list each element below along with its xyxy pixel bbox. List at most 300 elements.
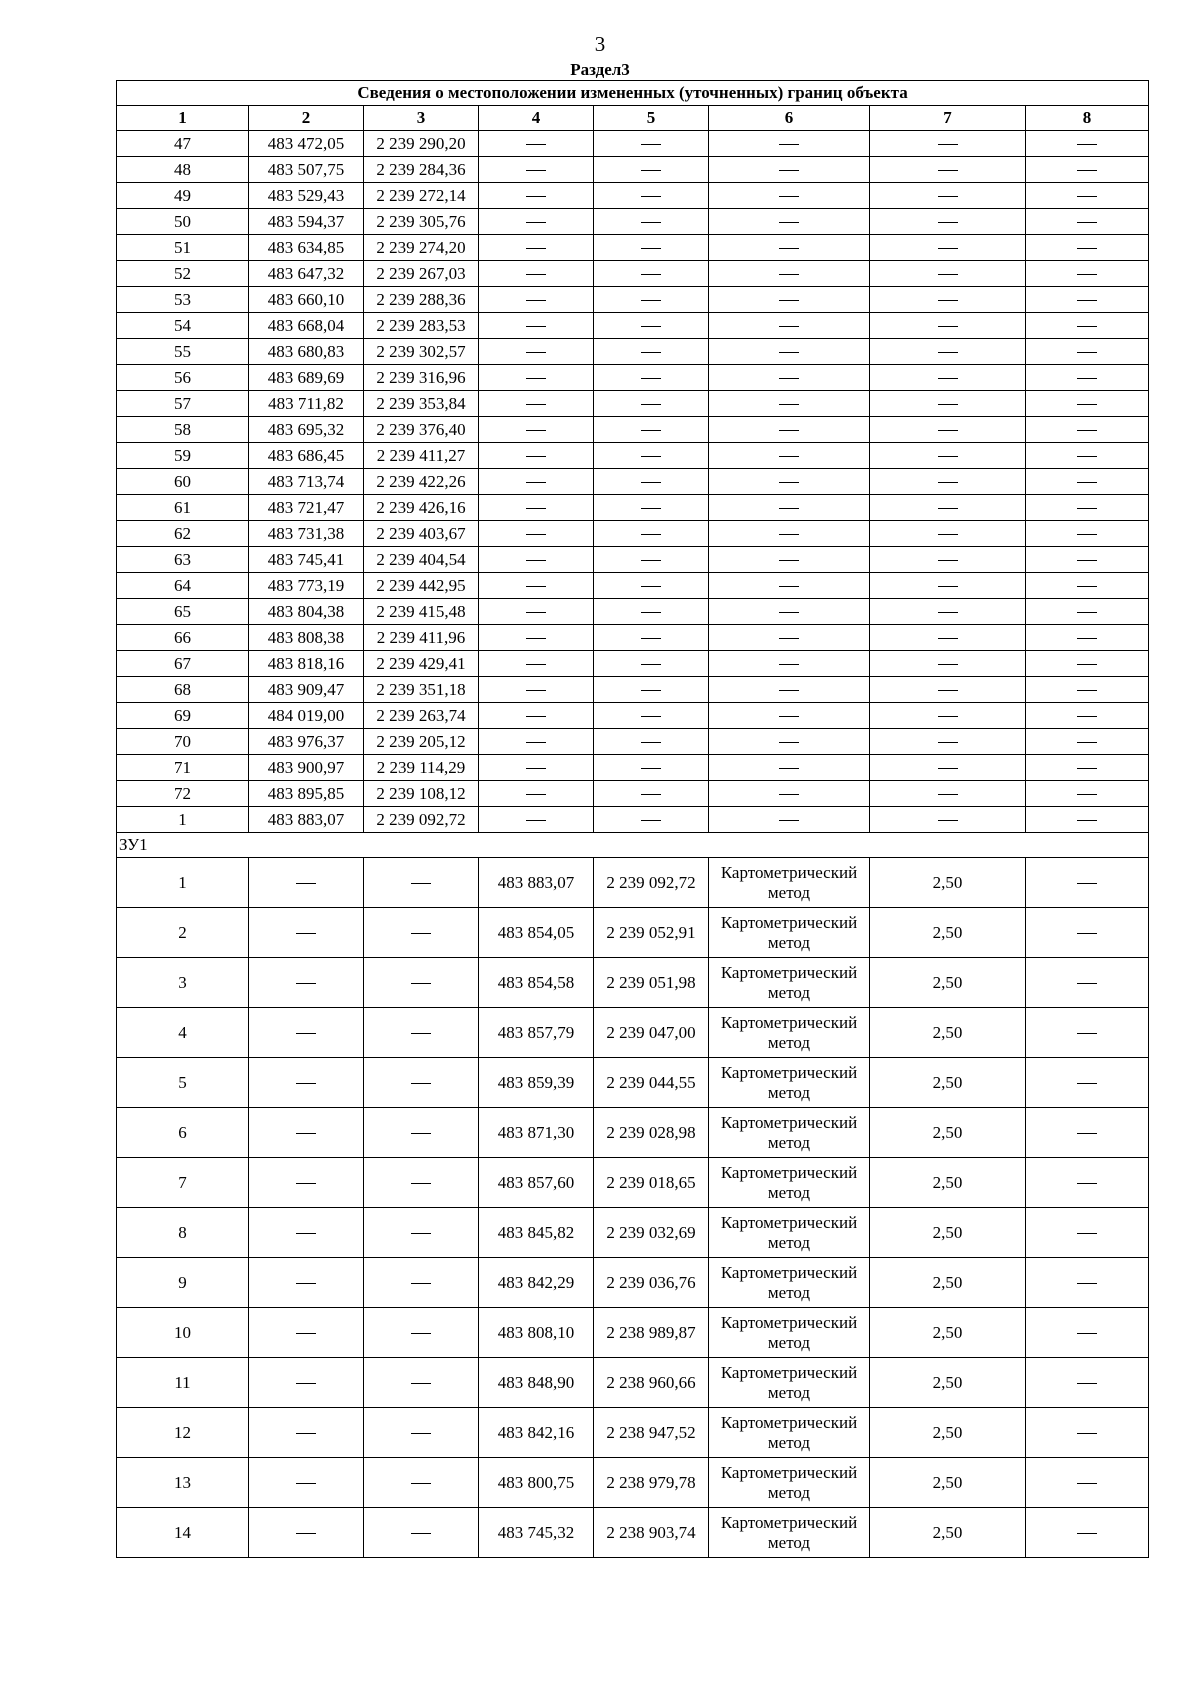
dash-mark — [938, 352, 958, 353]
empty-cell — [594, 729, 709, 755]
dash-mark — [526, 508, 546, 509]
dash-mark — [641, 560, 661, 561]
table-row — [117, 958, 1149, 1008]
empty-cell — [249, 908, 364, 958]
empty-cell — [709, 729, 870, 755]
point-number-cell: 66 — [117, 625, 249, 651]
empty-cell — [870, 157, 1026, 183]
column-number: 4 — [479, 106, 594, 131]
coordinate-y-cell: 2 239 036,76 — [594, 1258, 709, 1308]
table-row — [117, 1058, 1149, 1108]
coordinate-y-cell: 2 239 018,65 — [594, 1158, 709, 1208]
empty-cell — [594, 573, 709, 599]
column-number: 5 — [594, 106, 709, 131]
dash-mark — [1077, 1133, 1097, 1134]
coordinate-y-cell: 2 239 044,55 — [594, 1058, 709, 1108]
coordinate-y-cell: 2 238 979,78 — [594, 1458, 709, 1508]
table-row — [117, 1208, 1149, 1258]
empty-cell — [594, 677, 709, 703]
dash-mark — [641, 456, 661, 457]
point-number-cell: 1 — [117, 807, 249, 833]
coordinate-y-cell: 2 239 052,91 — [594, 908, 709, 958]
empty-cell — [1026, 1508, 1149, 1558]
table-row — [117, 1508, 1149, 1558]
coordinate-y-cell: 2 239 114,29 — [364, 755, 479, 781]
dash-mark — [779, 768, 799, 769]
dash-mark — [779, 820, 799, 821]
dash-mark — [779, 352, 799, 353]
dash-mark — [779, 534, 799, 535]
dash-mark — [1077, 196, 1097, 197]
empty-cell — [1026, 1408, 1149, 1458]
dash-mark — [526, 794, 546, 795]
dash-mark — [641, 222, 661, 223]
coordinate-y-cell: 2 239 284,36 — [364, 157, 479, 183]
table-row — [117, 1158, 1149, 1208]
empty-cell — [594, 157, 709, 183]
coordinate-y-cell: 2 239 422,26 — [364, 469, 479, 495]
accuracy-cell: 2,50 — [870, 1308, 1026, 1358]
coordinate-x-cell: 483 721,47 — [249, 495, 364, 521]
column-number: 3 — [364, 106, 479, 131]
empty-cell — [364, 1408, 479, 1458]
empty-cell — [1026, 391, 1149, 417]
dash-mark — [1077, 638, 1097, 639]
method-cell: Картометрический метод — [709, 1358, 870, 1408]
empty-cell — [479, 573, 594, 599]
dash-mark — [296, 1133, 316, 1134]
dash-mark — [938, 404, 958, 405]
empty-cell — [1026, 1308, 1149, 1358]
empty-cell — [364, 1158, 479, 1208]
coordinate-y-cell: 2 239 267,03 — [364, 261, 479, 287]
dash-mark — [296, 1083, 316, 1084]
empty-cell — [709, 417, 870, 443]
empty-cell — [870, 469, 1026, 495]
accuracy-cell: 2,50 — [870, 1258, 1026, 1308]
coordinate-x-cell: 483 745,41 — [249, 547, 364, 573]
dash-mark — [938, 456, 958, 457]
empty-cell — [870, 573, 1026, 599]
method-cell: Картометрический метод — [709, 1108, 870, 1158]
empty-cell — [249, 1508, 364, 1558]
dash-mark — [641, 586, 661, 587]
empty-cell — [1026, 443, 1149, 469]
dash-mark — [779, 716, 799, 717]
empty-cell — [709, 521, 870, 547]
point-number-cell: 51 — [117, 235, 249, 261]
point-number-cell: 12 — [117, 1408, 249, 1458]
coordinate-y-cell: 2 239 288,36 — [364, 287, 479, 313]
coordinate-x-cell: 483 660,10 — [249, 287, 364, 313]
empty-cell — [709, 755, 870, 781]
empty-cell — [479, 287, 594, 313]
dash-mark — [411, 983, 431, 984]
coordinate-y-cell: 2 239 283,53 — [364, 313, 479, 339]
coordinate-y-cell: 2 239 274,20 — [364, 235, 479, 261]
empty-cell — [1026, 261, 1149, 287]
coordinate-y-cell: 2 239 263,74 — [364, 703, 479, 729]
empty-cell — [1026, 858, 1149, 908]
dash-mark — [779, 144, 799, 145]
coordinate-x-cell: 483 745,32 — [479, 1508, 594, 1558]
coordinate-x-cell: 483 713,74 — [249, 469, 364, 495]
coordinate-x-cell: 483 731,38 — [249, 521, 364, 547]
point-number-cell: 14 — [117, 1508, 249, 1558]
coordinate-y-cell: 2 238 947,52 — [594, 1408, 709, 1458]
coordinate-x-cell: 483 647,32 — [249, 261, 364, 287]
dash-mark — [296, 933, 316, 934]
accuracy-cell: 2,50 — [870, 1358, 1026, 1408]
dash-mark — [779, 378, 799, 379]
coordinate-x-cell: 483 594,37 — [249, 209, 364, 235]
coordinate-y-cell: 2 239 316,96 — [364, 365, 479, 391]
dash-mark — [779, 404, 799, 405]
empty-cell — [709, 287, 870, 313]
method-cell: Картометрический метод — [709, 1158, 870, 1208]
coordinate-y-cell: 2 239 305,76 — [364, 209, 479, 235]
page-number: 3 — [594, 32, 606, 56]
dash-mark — [779, 586, 799, 587]
empty-cell — [594, 365, 709, 391]
coordinate-y-cell: 2 239 429,41 — [364, 651, 479, 677]
empty-cell — [249, 1158, 364, 1208]
empty-cell — [870, 677, 1026, 703]
method-cell: Картометрический метод — [709, 1408, 870, 1458]
coordinate-x-cell: 483 900,97 — [249, 755, 364, 781]
empty-cell — [1026, 313, 1149, 339]
empty-cell — [479, 755, 594, 781]
empty-cell — [709, 807, 870, 833]
dash-mark — [938, 794, 958, 795]
table-row — [117, 313, 1149, 339]
boundary-table — [116, 80, 1149, 1558]
dash-mark — [526, 378, 546, 379]
table-row — [117, 755, 1149, 781]
table-row — [117, 235, 1149, 261]
dash-mark — [641, 404, 661, 405]
dash-mark — [779, 326, 799, 327]
accuracy-cell: 2,50 — [870, 1058, 1026, 1108]
method-cell: Картометрический метод — [709, 1208, 870, 1258]
empty-cell — [364, 1058, 479, 1108]
dash-mark — [411, 1283, 431, 1284]
empty-cell — [594, 131, 709, 157]
dash-mark — [1077, 560, 1097, 561]
empty-cell — [364, 1508, 479, 1558]
dash-mark — [641, 508, 661, 509]
empty-cell — [1026, 599, 1149, 625]
table-row — [117, 908, 1149, 958]
point-number-cell: 64 — [117, 573, 249, 599]
dash-mark — [641, 820, 661, 821]
dash-mark — [526, 742, 546, 743]
dash-mark — [641, 768, 661, 769]
coordinate-y-cell: 2 239 302,57 — [364, 339, 479, 365]
dash-mark — [1077, 1383, 1097, 1384]
empty-cell — [364, 958, 479, 1008]
point-number-cell: 50 — [117, 209, 249, 235]
column-number: 2 — [249, 106, 364, 131]
coordinate-x-cell: 483 842,16 — [479, 1408, 594, 1458]
dash-mark — [938, 638, 958, 639]
empty-cell — [479, 781, 594, 807]
dash-mark — [641, 378, 661, 379]
dash-mark — [1077, 586, 1097, 587]
dash-mark — [526, 222, 546, 223]
empty-cell — [249, 1258, 364, 1308]
coordinate-x-cell: 483 800,75 — [479, 1458, 594, 1508]
dash-mark — [641, 300, 661, 301]
empty-cell — [479, 313, 594, 339]
dash-mark — [641, 638, 661, 639]
empty-cell — [870, 755, 1026, 781]
dash-mark — [1077, 768, 1097, 769]
empty-cell — [479, 339, 594, 365]
point-number-cell: 63 — [117, 547, 249, 573]
column-number: 7 — [870, 106, 1026, 131]
table-row — [117, 573, 1149, 599]
empty-cell — [709, 469, 870, 495]
empty-cell — [594, 755, 709, 781]
empty-cell — [364, 1308, 479, 1358]
empty-cell — [1026, 729, 1149, 755]
dash-mark — [1077, 508, 1097, 509]
empty-cell — [709, 781, 870, 807]
empty-cell — [870, 287, 1026, 313]
point-number-cell: 56 — [117, 365, 249, 391]
dash-mark — [526, 404, 546, 405]
dash-mark — [411, 933, 431, 934]
empty-cell — [709, 495, 870, 521]
dash-mark — [641, 716, 661, 717]
dash-mark — [779, 196, 799, 197]
empty-cell — [594, 313, 709, 339]
table-row — [117, 677, 1149, 703]
point-number-cell: 13 — [117, 1458, 249, 1508]
dash-mark — [411, 883, 431, 884]
table-row — [117, 858, 1149, 908]
method-cell: Картометрический метод — [709, 1458, 870, 1508]
group-label: ЗУ1 — [117, 833, 1149, 858]
empty-cell — [479, 209, 594, 235]
method-cell: Картометрический метод — [709, 1258, 870, 1308]
dash-mark — [938, 378, 958, 379]
table-row — [117, 1008, 1149, 1058]
dash-mark — [1077, 352, 1097, 353]
dash-mark — [1077, 430, 1097, 431]
table-row — [117, 807, 1149, 833]
dash-mark — [1077, 690, 1097, 691]
dash-mark — [938, 196, 958, 197]
empty-cell — [709, 235, 870, 261]
empty-cell — [364, 1208, 479, 1258]
accuracy-cell: 2,50 — [870, 958, 1026, 1008]
table-row — [117, 365, 1149, 391]
table-row — [117, 1458, 1149, 1508]
dash-mark — [1077, 1483, 1097, 1484]
coordinate-x-cell: 484 019,00 — [249, 703, 364, 729]
empty-cell — [364, 1008, 479, 1058]
empty-cell — [709, 651, 870, 677]
dash-mark — [641, 794, 661, 795]
empty-cell — [709, 339, 870, 365]
empty-cell — [479, 807, 594, 833]
coordinate-y-cell: 2 239 411,27 — [364, 443, 479, 469]
coordinate-y-cell: 2 239 442,95 — [364, 573, 479, 599]
table-row — [117, 1358, 1149, 1408]
dash-mark — [1077, 456, 1097, 457]
dash-mark — [641, 196, 661, 197]
coordinate-x-cell: 483 711,82 — [249, 391, 364, 417]
table-row — [117, 599, 1149, 625]
dash-mark — [641, 326, 661, 327]
coordinate-y-cell: 2 239 047,00 — [594, 1008, 709, 1058]
dash-mark — [296, 1333, 316, 1334]
table-row — [117, 131, 1149, 157]
dash-mark — [1077, 794, 1097, 795]
empty-cell — [1026, 235, 1149, 261]
empty-cell — [870, 547, 1026, 573]
coordinate-y-cell: 2 239 092,72 — [594, 858, 709, 908]
table-row — [117, 469, 1149, 495]
dash-mark — [938, 690, 958, 691]
point-number-cell: 68 — [117, 677, 249, 703]
dash-mark — [779, 274, 799, 275]
dash-mark — [641, 430, 661, 431]
column-number: 8 — [1026, 106, 1149, 131]
empty-cell — [870, 521, 1026, 547]
coordinate-y-cell: 2 239 108,12 — [364, 781, 479, 807]
point-number-cell: 48 — [117, 157, 249, 183]
dash-mark — [938, 222, 958, 223]
dash-mark — [938, 768, 958, 769]
empty-cell — [1026, 625, 1149, 651]
coordinate-x-cell: 483 689,69 — [249, 365, 364, 391]
empty-cell — [594, 651, 709, 677]
accuracy-cell: 2,50 — [870, 1408, 1026, 1458]
empty-cell — [594, 547, 709, 573]
point-number-cell: 65 — [117, 599, 249, 625]
empty-cell — [709, 573, 870, 599]
coordinate-x-cell: 483 529,43 — [249, 183, 364, 209]
dash-mark — [938, 170, 958, 171]
dash-mark — [526, 716, 546, 717]
point-number-cell: 11 — [117, 1358, 249, 1408]
dash-mark — [526, 352, 546, 353]
coordinate-x-cell: 483 895,85 — [249, 781, 364, 807]
dash-mark — [779, 482, 799, 483]
empty-cell — [1026, 547, 1149, 573]
table-row — [117, 339, 1149, 365]
dash-mark — [779, 794, 799, 795]
empty-cell — [870, 625, 1026, 651]
dash-mark — [641, 352, 661, 353]
table-row — [117, 391, 1149, 417]
empty-cell — [709, 599, 870, 625]
coordinate-y-cell: 2 239 272,14 — [364, 183, 479, 209]
table-row — [117, 209, 1149, 235]
dash-mark — [296, 983, 316, 984]
coordinate-x-cell: 483 848,90 — [479, 1358, 594, 1408]
section-title: Раздел3 — [570, 60, 630, 79]
point-number-cell: 1 — [117, 858, 249, 908]
dash-mark — [938, 430, 958, 431]
coordinate-x-cell: 483 883,07 — [479, 858, 594, 908]
coordinate-x-cell: 483 883,07 — [249, 807, 364, 833]
table-row — [117, 521, 1149, 547]
empty-cell — [1026, 677, 1149, 703]
dash-mark — [1077, 1333, 1097, 1334]
empty-cell — [870, 729, 1026, 755]
dash-mark — [411, 1133, 431, 1134]
dash-mark — [779, 508, 799, 509]
coordinate-x-cell: 483 909,47 — [249, 677, 364, 703]
accuracy-cell: 2,50 — [870, 858, 1026, 908]
dash-mark — [411, 1483, 431, 1484]
empty-cell — [1026, 781, 1149, 807]
dash-mark — [1077, 1033, 1097, 1034]
empty-cell — [479, 599, 594, 625]
coordinate-y-cell: 2 239 411,96 — [364, 625, 479, 651]
empty-cell — [1026, 1208, 1149, 1258]
point-number-cell: 5 — [117, 1058, 249, 1108]
empty-cell — [479, 729, 594, 755]
coordinate-x-cell: 483 854,58 — [479, 958, 594, 1008]
empty-cell — [594, 443, 709, 469]
empty-cell — [594, 599, 709, 625]
dash-mark — [1077, 326, 1097, 327]
point-number-cell: 61 — [117, 495, 249, 521]
empty-cell — [249, 1058, 364, 1108]
coordinate-x-cell: 483 680,83 — [249, 339, 364, 365]
dash-mark — [411, 1083, 431, 1084]
method-cell: Картометрический метод — [709, 958, 870, 1008]
coordinate-x-cell: 483 857,60 — [479, 1158, 594, 1208]
empty-cell — [870, 391, 1026, 417]
method-cell: Картометрический метод — [709, 1308, 870, 1358]
table-row — [117, 417, 1149, 443]
dash-mark — [526, 560, 546, 561]
coordinate-y-cell: 2 238 989,87 — [594, 1308, 709, 1358]
group-row — [117, 833, 1149, 858]
empty-cell — [709, 183, 870, 209]
empty-cell — [1026, 521, 1149, 547]
dash-mark — [938, 586, 958, 587]
empty-cell — [1026, 469, 1149, 495]
dash-mark — [938, 144, 958, 145]
table-row — [117, 651, 1149, 677]
empty-cell — [479, 677, 594, 703]
table-row — [117, 1308, 1149, 1358]
empty-cell — [594, 521, 709, 547]
dash-mark — [938, 274, 958, 275]
dash-mark — [526, 482, 546, 483]
empty-cell — [479, 131, 594, 157]
empty-cell — [1026, 908, 1149, 958]
dash-mark — [526, 274, 546, 275]
coordinate-y-cell: 2 239 351,18 — [364, 677, 479, 703]
empty-cell — [1026, 958, 1149, 1008]
empty-cell — [594, 261, 709, 287]
dash-mark — [526, 820, 546, 821]
point-number-cell: 72 — [117, 781, 249, 807]
empty-cell — [479, 261, 594, 287]
empty-cell — [870, 417, 1026, 443]
point-number-cell: 55 — [117, 339, 249, 365]
empty-cell — [1026, 183, 1149, 209]
coordinate-y-cell: 2 239 028,98 — [594, 1108, 709, 1158]
